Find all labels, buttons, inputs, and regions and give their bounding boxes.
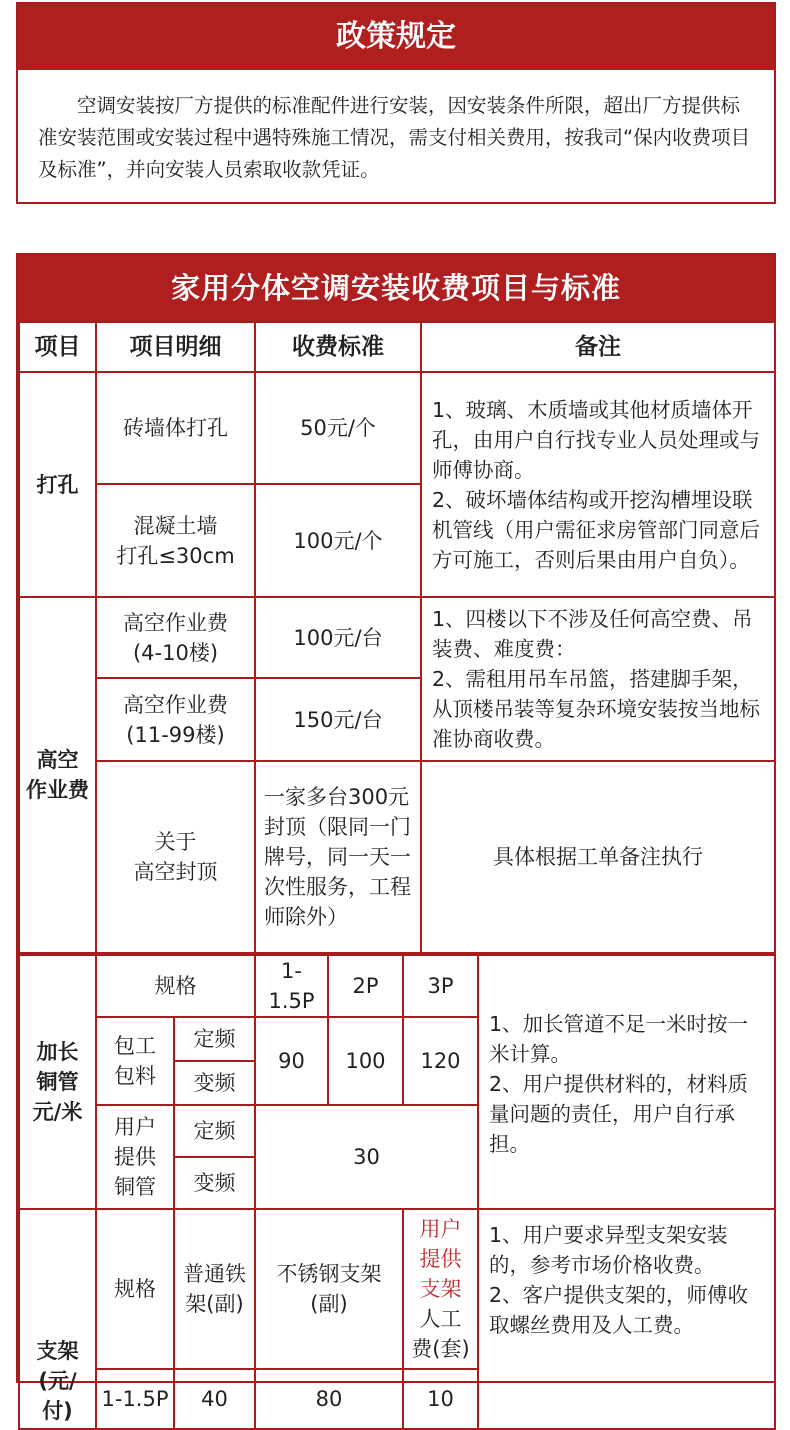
detail-altitude-11-99 (96, 678, 255, 761)
detail-line: 混凝土墙 (133, 513, 218, 538)
bracket-row-steel: 80 (255, 1369, 403, 1429)
category-copper-pipe (19, 955, 96, 1209)
label-line: 用户 (114, 1115, 156, 1139)
installer-price-1: 90 (255, 1017, 328, 1105)
category-high-altitude (19, 597, 96, 953)
category-line: 支架 (36, 1339, 79, 1363)
label-line: 铜管 (114, 1175, 156, 1199)
note-drilling: 1、玻璃、木质墙或其他材质墙体开孔，由用户自行找专业人员处理或与师傅协商。 2、破坏墙体结构或开挖沟槽埋设联机管线（用户需征求房管部门同意后方可施工，否则后果由用户自负）。 (421, 372, 775, 597)
pipe-spec-label: 规格 (96, 955, 255, 1017)
note-altitude-cap: 具体根据工单备注执行 (421, 761, 775, 953)
detail-line: 关于 (154, 830, 197, 854)
detail-line: 高空作业费 (123, 692, 228, 717)
table-row (19, 597, 775, 678)
pipe-spec-1: 1-1.5P (255, 955, 328, 1017)
policy-body: 空调安装按厂方提供的标准配件进行安装，因安装条件所限，超出厂方提供标准安装范围或安装过程中遇特殊施工情况，需支付相关费用，按我司“保内收费项目及标准”，并向安装人员索取收款凭证。 (38, 94, 751, 181)
table-row (19, 761, 775, 953)
detail-line: 高空封顶 (133, 860, 218, 884)
label-line: 包料 (114, 1064, 156, 1088)
category-line: 元/米 (32, 1100, 83, 1124)
category-line: 高空 (36, 748, 79, 772)
installer-supplied-label (96, 1017, 174, 1105)
bracket-row-iron: 40 (174, 1369, 255, 1429)
table-row (19, 955, 775, 1017)
detail-line: 打孔≤30cm (116, 543, 235, 568)
category-line: 作业费 (26, 778, 89, 802)
user-supplied-price: 30 (255, 1105, 478, 1209)
category-line: 加长 (36, 1040, 79, 1064)
price-altitude-4-10: 100元/台 (255, 597, 421, 678)
bracket-col-iron: 普通铁架(副) (174, 1209, 255, 1369)
fee-panel (16, 253, 776, 1423)
header-detail: 项目明细 (96, 322, 255, 372)
fee-table-pipe-bracket (18, 954, 776, 1430)
note-high-altitude: 1、四楼以下不涉及任何高空费、吊装费、难度费： 2、需租用吊车吊篮，搭建脚手架，从顶楼吊装等复杂环境安装按当地标准协商收费。 (421, 597, 775, 761)
installer-price-3: 120 (403, 1017, 478, 1105)
bracket-col-user (403, 1209, 478, 1369)
note-bracket: 1、用户要求异型支架安装的，参考市场价格收费。 2、客户提供支架的，师傅收取螺丝费用及人工费。 (478, 1209, 775, 1429)
user-inverter: 变频 (174, 1157, 255, 1209)
label-line: 提供 (114, 1145, 156, 1169)
category-line: 铜管 (36, 1070, 79, 1094)
note-copper-pipe: 1、加长管道不足一米时按一米计算。 2、用户提供材料的，材料质量问题的责任，用户自行承担。 (478, 955, 775, 1209)
installer-price-2: 100 (328, 1017, 403, 1105)
header-note: 备注 (421, 322, 775, 372)
category-bracket (19, 1209, 96, 1429)
bracket-col-steel: 不锈钢支架(副) (255, 1209, 403, 1369)
detail-line: (4-10楼) (132, 640, 219, 665)
pipe-spec-3: 3P (403, 955, 478, 1017)
detail-altitude-cap (96, 761, 255, 953)
category-drilling: 打孔 (19, 372, 96, 597)
category-line: (元/付) (38, 1369, 77, 1423)
installer-fixed-freq: 定频 (174, 1017, 255, 1061)
table-row (19, 1209, 775, 1369)
policy-title: 政策规定 (18, 4, 774, 70)
price-concrete-drilling: 100元/个 (255, 484, 421, 597)
header-item: 项目 (19, 322, 96, 372)
detail-brick-drilling: 砖墙体打孔 (96, 372, 255, 484)
bracket-spec-label: 规格 (96, 1209, 174, 1369)
bracket-row-user: 10 (403, 1369, 478, 1429)
price-altitude-11-99: 150元/台 (255, 678, 421, 761)
bracket-user-supplied-label: 用户提供支架 (419, 1217, 462, 1301)
bracket-labor-label: 人工费(套) (411, 1307, 470, 1361)
detail-altitude-4-10 (96, 597, 255, 678)
user-supplied-label (96, 1105, 174, 1209)
price-brick-drilling: 50元/个 (255, 372, 421, 484)
bracket-row-spec: 1-1.5P (96, 1369, 174, 1429)
table-header-row (19, 322, 775, 372)
header-price: 收费标准 (255, 322, 421, 372)
label-line: 包工 (114, 1034, 156, 1058)
policy-panel (16, 2, 776, 204)
pipe-spec-2: 2P (328, 955, 403, 1017)
user-fixed-freq: 定频 (174, 1105, 255, 1157)
detail-concrete-drilling (96, 484, 255, 597)
fee-table-title: 家用分体空调安装收费项目与标准 (18, 255, 774, 321)
fee-table-main (18, 321, 776, 954)
detail-line: (11-99楼) (126, 722, 225, 747)
table-row (19, 372, 775, 484)
detail-line: 高空作业费 (123, 610, 228, 635)
price-altitude-cap: 一家多台300元封顶（限同一门牌号，同一天一次性服务，工程师除外） (255, 761, 421, 953)
installer-inverter: 变频 (174, 1061, 255, 1105)
